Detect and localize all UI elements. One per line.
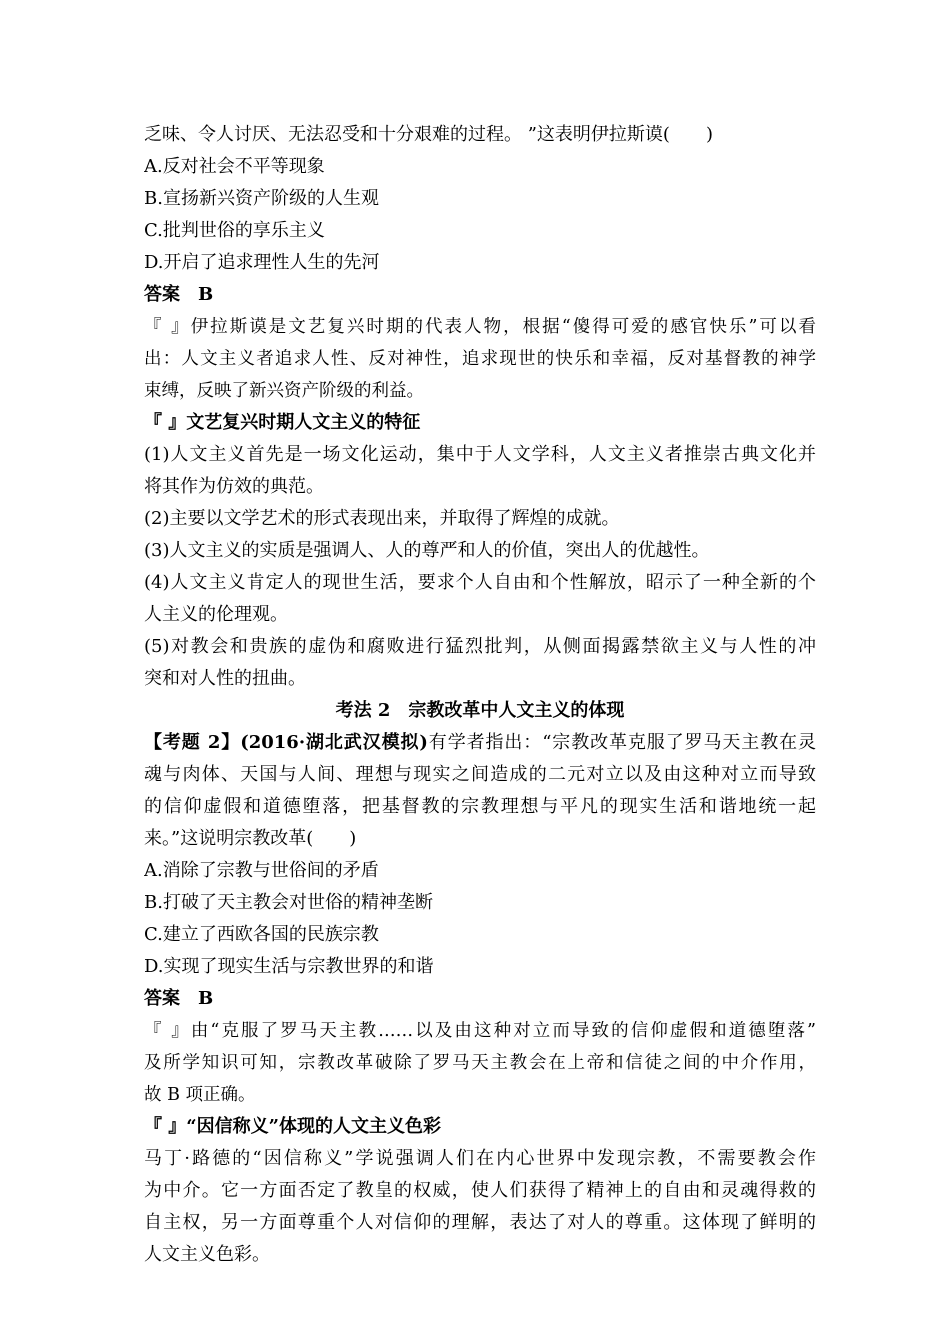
point-1-line: (4)人文主义肯定人的现世生活，要求个人自由和个性解放，昭示了一种全新的个	[144, 572, 816, 593]
question-1-option-a: A.反对社会不平等现象	[144, 156, 325, 177]
question-2-option-a: A.消除了宗教与世俗间的矛盾	[144, 860, 379, 881]
point-1-line: 将其作为仿效的典范。	[144, 476, 324, 497]
question-1-explanation-line: 出：人文主义者追求人性、反对神性，追求现世的快乐和幸福，反对基督教的神学	[144, 349, 816, 369]
point-2-title: 『 』“因信称义”体现的人文主义色彩	[144, 1116, 441, 1137]
point-1-title: 『 』文艺复兴时期人文主义的特征	[144, 412, 421, 433]
point-1-line: (5)对教会和贵族的虚伪和腐败进行猛烈批判，从侧面揭露禁欲主义与人性的冲	[144, 636, 816, 657]
question-1-option-d: D.开启了追求理性人生的先河	[144, 252, 380, 273]
question-2-source: (2016·湖北武汉模拟)	[240, 732, 428, 753]
question-2-first-line	[144, 727, 816, 759]
point-2-line: 为中介。它一方面否定了教皇的权威，使人们获得了精神上的自由和灵魂得救的	[144, 1180, 816, 1201]
question-2-option-d: D.实现了现实生活与宗教世界的和谐	[144, 956, 434, 977]
question-2-explanation-line: 及所学知识可知，宗教改革破除了罗马天主教会在上帝和信徒之间的中介作用，	[144, 1053, 816, 1073]
question-2-label: 【考题 2】	[144, 732, 241, 753]
page-content	[144, 119, 816, 1271]
section-title: 考法 2 宗教改革中人文主义的体现	[335, 700, 625, 721]
point-2-line: 自主权，另一方面尊重个人对信仰的理解，表达了对人的尊重。这体现了鲜明的	[144, 1212, 816, 1233]
point-1-line: (3)人文主义的实质是强调人、人的尊严和人的价值，突出人的优越性。	[144, 540, 710, 561]
point-1-line: (2)主要以文学艺术的形式表现出来，并取得了辉煌的成就。	[144, 508, 620, 529]
question-1-explanation-line: 束缚，反映了新兴资产阶级的利益。	[144, 381, 424, 401]
point-1-line: (1)人文主义首先是一场文化运动，集中于人文学科，人文主义者推崇古典文化并	[144, 444, 816, 465]
point-2-line: 马丁·路德的“因信称义”学说强调人们在内心世界中发现宗教，不需要教会作	[144, 1148, 816, 1169]
point-2-line: 人文主义色彩。	[144, 1244, 270, 1265]
question-1-option-c: C.批判世俗的享乐主义	[144, 220, 325, 241]
question-2-line: 魂与肉体、天国与人间、理想与现实之间造成的二元对立以及由这种对立而导致	[144, 764, 816, 785]
question-2-option-b: B.打破了天主教会对世俗的精神垄断	[144, 892, 433, 913]
question-1-answer: 答案 B	[144, 284, 214, 305]
question-2-option-c: C.建立了西欧各国的民族宗教	[144, 924, 379, 945]
question-2-explanation-line: 『 』由“克服了罗马天主教……以及由这种对立而导致的信仰虚假和道德堕落”	[144, 1021, 816, 1041]
point-1-line: 突和对人性的扭曲。	[144, 668, 306, 689]
question-2-explanation-line: 故 B 项正确。	[144, 1085, 256, 1105]
question-2-line: 的信仰虚假和道德堕落，把基督教的宗教理想与平凡的现实生活和谐地统一起	[144, 796, 816, 817]
question-2-answer: 答案 B	[144, 988, 214, 1009]
point-1-line: 人主义的伦理观。	[144, 604, 288, 625]
question-1-option-b: B.宣扬新兴资产阶级的人生观	[144, 188, 379, 209]
question-2-text: 有学者指出：“宗教改革克服了罗马天主教在灵	[427, 732, 816, 753]
question-1-tail: 乏味、令人讨厌、无法忍受和十分艰难的过程。 ”这表明伊拉斯谟( )	[144, 124, 713, 145]
question-1-explanation-line: 『 』伊拉斯谟是文艺复兴时期的代表人物，根据“傻得可爱的感官快乐”可以看	[144, 317, 816, 337]
question-2-line: 来。”这说明宗教改革( )	[144, 828, 357, 849]
